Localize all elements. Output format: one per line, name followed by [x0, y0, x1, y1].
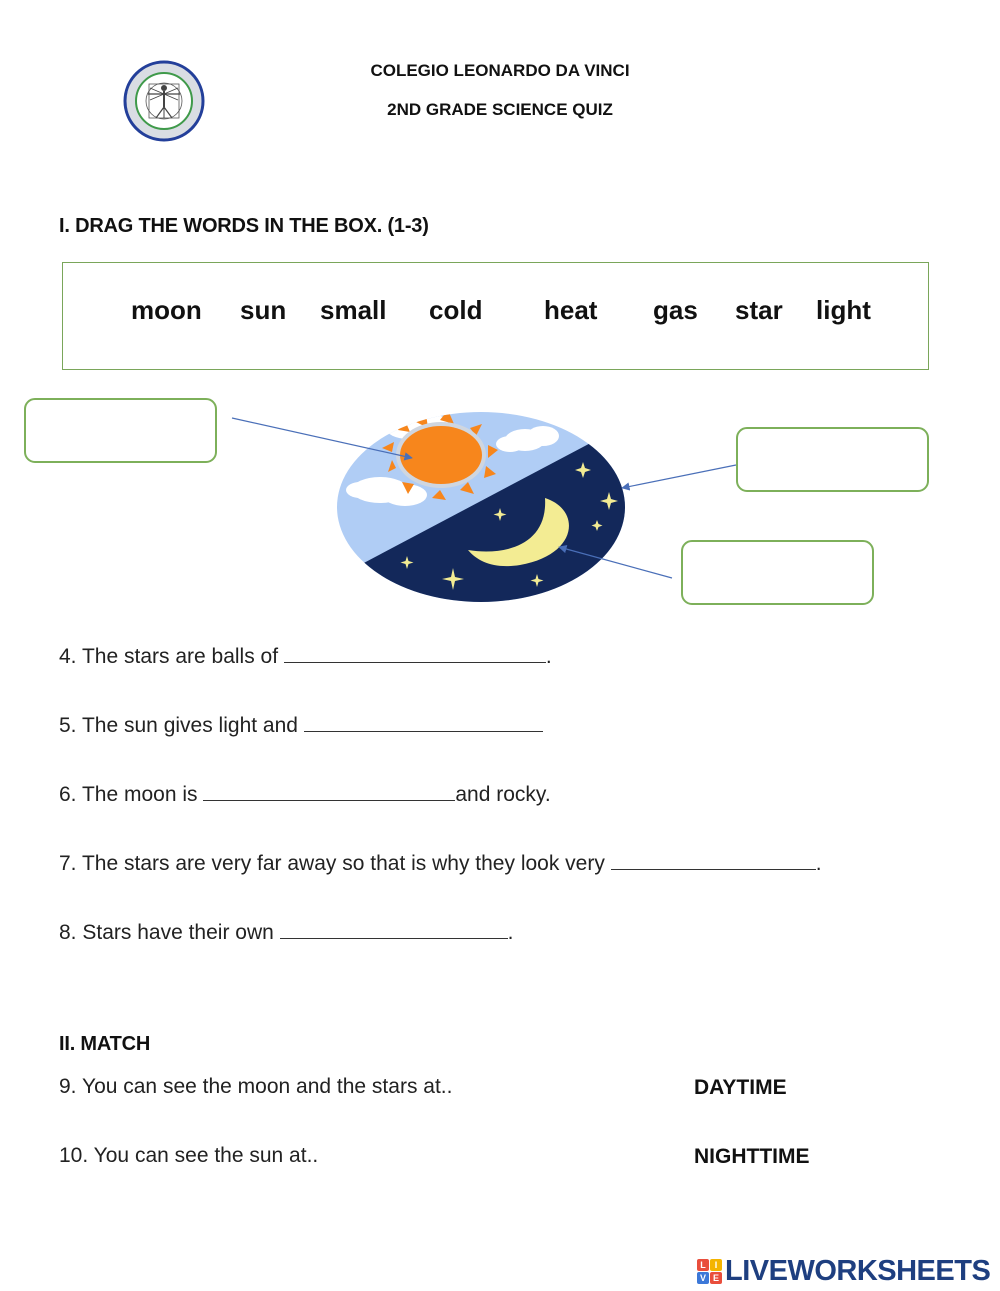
question-text-end: .	[545, 645, 552, 668]
answer-blank-6[interactable]	[203, 782, 455, 801]
question-text-end: .	[507, 921, 514, 944]
question-number: 6.	[59, 783, 77, 806]
match-option-nighttime[interactable]: NIGHTTIME	[694, 1145, 810, 1168]
drop-zone-2-star[interactable]	[736, 427, 929, 492]
word-chip-star[interactable]: star	[735, 295, 783, 325]
question-number: 5.	[59, 714, 77, 737]
answer-blank-5[interactable]	[304, 713, 543, 732]
word-chip-cold[interactable]: cold	[429, 295, 483, 325]
section-2-title: II. MATCH	[59, 1033, 151, 1055]
answer-blank-4[interactable]	[284, 644, 546, 663]
tile-i: I	[710, 1259, 722, 1271]
word-chip-light[interactable]: light	[816, 295, 871, 325]
word-chip-sun[interactable]: sun	[240, 295, 287, 325]
question-text-end: and rocky.	[455, 783, 551, 806]
match-number: 9.	[59, 1075, 77, 1098]
tile-v: V	[697, 1272, 709, 1284]
liveworksheets-logo	[697, 1256, 990, 1286]
question-5	[59, 713, 543, 738]
match-text: You can see the sun at..	[93, 1144, 319, 1167]
question-4	[59, 644, 552, 669]
match-item-10[interactable]	[59, 1144, 318, 1168]
quiz-title: 2ND GRADE SCIENCE QUIZ	[387, 100, 613, 119]
word-bank	[62, 262, 929, 370]
drop-zone-1-sun[interactable]	[24, 398, 217, 463]
word-chip-heat[interactable]: heat	[544, 295, 598, 325]
answer-blank-7[interactable]	[611, 851, 816, 870]
question-8	[59, 920, 513, 945]
word-chip-moon[interactable]: moon	[131, 295, 202, 325]
brand-name: LIVEWORKSHEETS	[725, 1254, 991, 1287]
match-number: 10.	[59, 1144, 89, 1167]
question-text: The stars are balls of	[81, 645, 284, 668]
match-item-9[interactable]	[59, 1075, 452, 1099]
question-7	[59, 851, 822, 876]
answer-blank-8[interactable]	[280, 920, 508, 939]
question-text: The moon is	[81, 783, 204, 806]
question-text: Stars have their own	[82, 921, 280, 944]
match-option-daytime[interactable]: DAYTIME	[694, 1076, 787, 1099]
section-1-title: I. DRAG THE WORDS IN THE BOX. (1-3)	[59, 215, 429, 237]
tile-l: L	[697, 1259, 709, 1271]
question-text: The stars are very far away so that is why they look very	[81, 852, 611, 875]
question-text-end: .	[815, 852, 822, 875]
tile-e: E	[710, 1272, 722, 1284]
question-number: 8.	[59, 921, 77, 944]
school-name: COLEGIO LEONARDO DA VINCI	[370, 61, 630, 80]
match-text: You can see the moon and the stars at..	[81, 1075, 453, 1098]
word-chip-small[interactable]: small	[320, 295, 387, 325]
word-chip-gas[interactable]: gas	[653, 295, 698, 325]
question-text: The sun gives light and	[81, 714, 304, 737]
question-number: 7.	[59, 852, 77, 875]
question-number: 4.	[59, 645, 77, 668]
question-6	[59, 782, 551, 807]
drop-zone-3-moon[interactable]	[681, 540, 874, 605]
live-tiles-icon	[697, 1259, 722, 1284]
